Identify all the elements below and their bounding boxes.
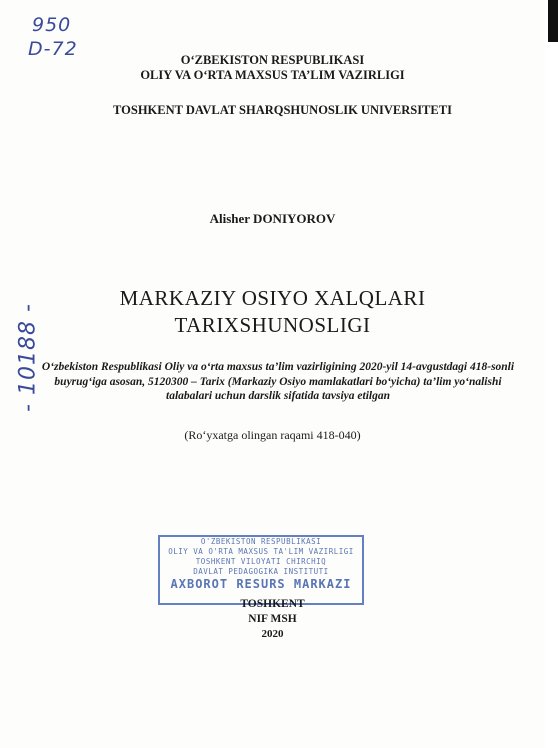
stamp-line: TOSHKENT VILOYATI CHIRCHIQ [195,557,327,566]
handwritten-catalog-code: D-72 [28,38,78,60]
registration-note: (Ro‘yxatga olingan raqami 418-040) [184,428,361,442]
publisher-city: TOSHKENT [240,598,305,610]
scan-corner [548,0,558,42]
header-ministry: OLIY VA O‘RTA MAXSUS TA’LIM VAZIRLIGI [140,68,405,82]
handwritten-inventory-number: - 10188 - [15,303,41,412]
publisher-name: NIF MSH [248,613,297,625]
handwritten-shelf-number: 950 [32,14,72,36]
stamp-line: O'ZBEKISTON RESPUBLIKASI [200,537,322,546]
header-republic: O‘ZBEKISTON RESPUBLIKASI [180,53,365,67]
book-title-line-2: TARIXSHUNOSLIGI [174,313,371,337]
library-stamp [158,535,364,605]
publication-year: 2020 [261,628,284,640]
stamp-line: DAVLAT PEDAGOGIKA INSTITUTI [193,567,329,576]
stamp-line: OLIY VA O'RTA MAXSUS TA'LIM VAZIRLIGI [168,547,354,556]
header-university: TOSHKENT DAVLAT SHARQSHUNOSLIK UNIVERSITETI [113,103,452,117]
stamp-line: AXBOROT RESURS MARKAZI [170,577,352,591]
author-name: Alisher DONIYOROV [209,211,336,226]
book-title-line-1: MARKAZIY OSIYO XALQLARI [119,286,426,310]
approval-description: O‘zbekiston Respublikasi Oliy va o‘rta maxsus ta’lim vazirligining 2020-yil 14-avgustdagi 418-sonli buyrug‘iga asosan, 5120300 – Tarix (Markaziy Osiyo mamlakatlari bo‘yicha) ta’lim yo‘nalishi talabalari uchun darslik sifatida tavsiya etilgan [41,361,515,402]
page-edge [545,0,558,748]
